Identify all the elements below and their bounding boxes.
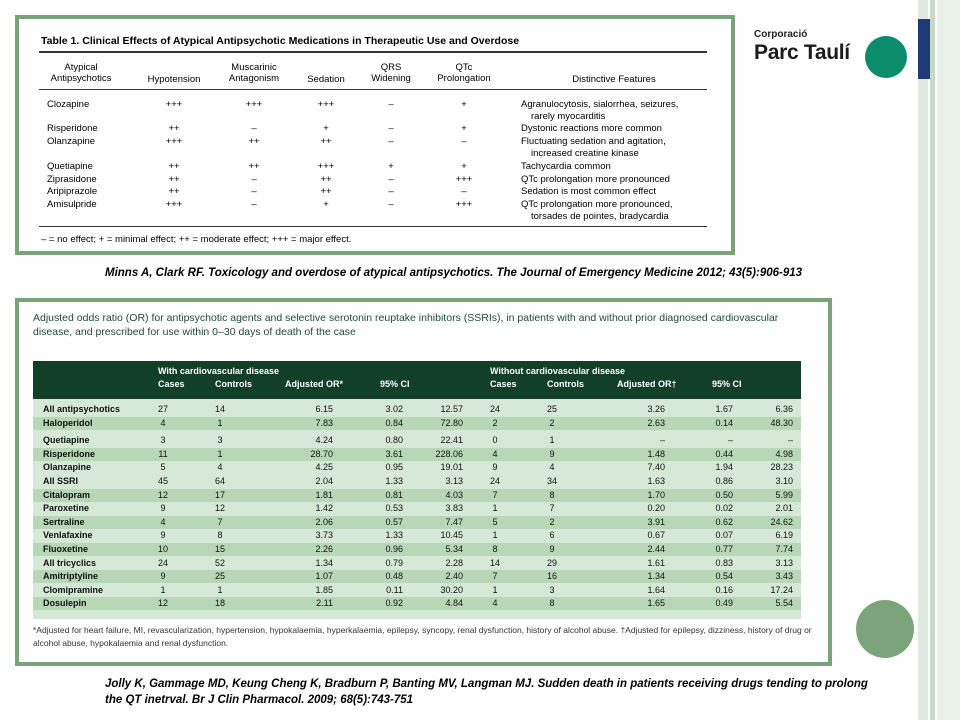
- table2-cell: 0: [492, 435, 498, 446]
- table2-cell: 2.40: [445, 571, 463, 582]
- table1-feature: torsades de pointes, bradycardia: [531, 211, 669, 222]
- table2-cell: 6.19: [775, 530, 793, 541]
- decorative-circle-icon: [856, 600, 914, 658]
- table1-cell: –: [388, 174, 394, 185]
- table1-drug-name: Risperidone: [47, 123, 98, 134]
- table2-cell: 3.43: [775, 571, 793, 582]
- logo: [740, 14, 930, 84]
- logo-name-text: Parc Taulí: [754, 41, 850, 64]
- table1-feature: rarely myocarditis: [531, 111, 606, 122]
- table2-cell: 4: [217, 462, 223, 473]
- table2-cell: 3.83: [445, 503, 463, 514]
- table2-cell: 1.81: [315, 489, 333, 500]
- table2-cell: 12: [157, 598, 168, 609]
- table1-feature: increased creatine kinase: [531, 148, 639, 159]
- table1-drug-name: Clozapine: [47, 99, 90, 110]
- table2-cell: 2.06: [315, 516, 333, 527]
- table1-cell: ++: [248, 136, 260, 147]
- table2-cell: 4.03: [445, 489, 463, 500]
- table2-cell: 5.54: [775, 598, 793, 609]
- table2-cell: 0.20: [647, 503, 665, 514]
- table1-cell: +: [461, 161, 467, 172]
- table2-cell: 24.62: [770, 516, 793, 527]
- table2-cell: 3: [549, 584, 555, 595]
- decorative-stripe: [937, 0, 960, 720]
- table1-header: Muscarinic Antagonism: [228, 62, 280, 84]
- table2-cell: 228.06: [435, 448, 463, 459]
- logo-corp-text: Corporació: [754, 29, 808, 40]
- table-row: [33, 461, 801, 474]
- table2-cell: 1: [492, 530, 498, 541]
- table2-cell: 7.40: [647, 462, 665, 473]
- table2-cell: –: [659, 435, 665, 446]
- table1-cell: –: [251, 123, 257, 134]
- table2-cell: 12: [157, 489, 168, 500]
- table2-drug-name: Dosulepin: [43, 598, 87, 609]
- table2-cell: 1.33: [385, 476, 403, 486]
- table-row: [33, 448, 801, 461]
- table2-cell: 3.61: [385, 448, 403, 459]
- table2-cell: 24: [157, 557, 168, 568]
- table2-cell: 52: [214, 557, 225, 568]
- table2-cell: 64: [214, 476, 225, 486]
- table2-cell: 5: [492, 516, 498, 527]
- table2-cell: 17.24: [770, 584, 793, 595]
- table2-cell: 3.73: [315, 530, 333, 541]
- table2-cell: 2.04: [315, 476, 333, 486]
- table2-drug-name: All antipsychotics: [43, 404, 121, 414]
- table2-cell: 0.49: [715, 598, 733, 609]
- table2-cell: 0.48: [385, 571, 403, 582]
- table2-cell: 10.45: [440, 530, 463, 541]
- table2-cell: 2.28: [445, 557, 463, 568]
- table1-cell: –: [388, 123, 394, 134]
- table2-cell: 1: [549, 435, 555, 446]
- table-row: [33, 557, 801, 570]
- table2-cell: 0.14: [715, 417, 733, 428]
- table1-drug-name: Aripiprazole: [47, 186, 98, 197]
- table1-cell: +: [388, 161, 394, 172]
- table2-cell: 4: [549, 462, 555, 473]
- table1-cell: ++: [320, 174, 332, 185]
- table-row: [33, 529, 801, 542]
- table2-cell: 7.83: [315, 417, 333, 428]
- table2-cell: 2: [549, 417, 555, 428]
- table2-cell: 0.83: [715, 557, 733, 568]
- col-cases: Cases: [158, 379, 185, 389]
- table2-cell: 0.92: [385, 598, 403, 609]
- table2-cell: 14: [214, 404, 225, 414]
- table2-cell: 1.34: [647, 571, 665, 582]
- table2-cell: 4.98: [775, 448, 793, 459]
- table2-cell: 1: [492, 503, 498, 514]
- table1-cell: –: [251, 174, 257, 185]
- table1-header: Sedation: [307, 74, 345, 85]
- table1-cell: –: [388, 99, 394, 110]
- table2-drug-name: Risperidone: [43, 448, 96, 459]
- table2-cell: 8: [549, 598, 555, 609]
- table2-cell: 25: [214, 571, 225, 582]
- table1-rule: [39, 226, 707, 227]
- table2-cell: 45: [157, 476, 168, 486]
- table2-cell: 7.74: [775, 544, 793, 554]
- table2-cell: 10: [157, 544, 168, 554]
- table2-cell: 1.65: [647, 598, 665, 609]
- table1-cell: +++: [455, 199, 473, 210]
- table2-cell: 0.50: [715, 489, 733, 500]
- table1-cell: +++: [165, 199, 183, 210]
- table1-cell: +++: [455, 174, 473, 185]
- table2-cell: 1.64: [647, 584, 665, 595]
- table2-cell: 2: [492, 417, 498, 428]
- table2-cell: 14: [489, 557, 500, 568]
- table2-cell: 1: [492, 584, 498, 595]
- table2-cell: 1.94: [715, 462, 733, 473]
- table2-drug-name: Quetiapine: [43, 435, 90, 446]
- table1-feature: Tachycardia common: [521, 161, 611, 172]
- table1-cell: –: [251, 199, 257, 210]
- group-without-label: Without cardiovascular disease: [490, 366, 625, 376]
- table2-cell: 7: [549, 503, 555, 514]
- table2-cell: 2.63: [647, 417, 665, 428]
- table1-footnote: – = no effect; + = minimal effect; ++ = moderate effect; +++ = major effect.: [41, 234, 352, 245]
- table2-cell: 72.80: [440, 417, 463, 428]
- table2-cell: 1.67: [715, 404, 733, 414]
- table2-cell: 17: [214, 489, 225, 500]
- table1-header: Atypical Antipsychotics: [50, 62, 112, 84]
- table2-cell: 4: [160, 417, 166, 428]
- table2-cell: 25: [546, 404, 557, 414]
- group-with-label: With cardiovascular disease: [158, 366, 279, 376]
- table1-cell: +++: [165, 99, 183, 110]
- table-row: [33, 584, 801, 597]
- table2-title: Adjusted odds ratio (OR) for antipsychotic agents and selective serotonin reuptake inhibitors (SSRIs), in patients with and without prior diagnosed cardiovascular disease, and prescribed for use within 0–30 days of death of the case: [33, 312, 779, 338]
- citation-2: Jolly K, Gammage MD, Keung Cheng K, Bradburn P, Banting MV, Langman MJ. Sudden death in patients receiving drugs tending to prolong the QT inetrval. Br J Clin Pharmacol. 2009; 68(5):743-751: [105, 678, 868, 706]
- table2-cell: 4.84: [445, 598, 463, 609]
- citation-1: Minns A, Clark RF. Toxicology and overdose of atypical antipsychotics. The Journal of Emergency Medicine 2012; 43(5):906-913: [105, 267, 803, 279]
- table2-cell: 6.36: [775, 404, 793, 414]
- table1-header: Hypotension: [147, 74, 201, 85]
- table2-drug-name: Clomipramine: [43, 584, 104, 595]
- table1-cell: –: [251, 186, 257, 197]
- table1-cell: ++: [248, 161, 260, 172]
- table1-cell: ++: [320, 136, 332, 147]
- table2-cell: 3.13: [775, 557, 793, 568]
- table2-cell: 7.47: [445, 516, 463, 527]
- table1-cell: –: [388, 186, 394, 197]
- table1-cell: +: [461, 99, 467, 110]
- table2-cell: 29: [546, 557, 557, 568]
- col-controls: Controls: [547, 379, 584, 389]
- table2-cell: 1.42: [315, 503, 333, 514]
- table1-cell: +++: [317, 161, 335, 172]
- table2-cell: 0.02: [715, 503, 733, 514]
- table-row: [33, 417, 801, 430]
- table1-drug-name: Amisulpride: [47, 199, 97, 210]
- table2-cell: 7: [492, 571, 498, 582]
- table1-cell: +: [323, 199, 329, 210]
- table1-cell: ++: [168, 174, 180, 185]
- table2-cell: 24: [489, 476, 500, 486]
- table2-drug-name: Olanzapine: [43, 462, 92, 473]
- table2-cell: 7: [492, 489, 498, 500]
- table1-drug-name: Olanzapine: [47, 136, 96, 147]
- table2-cell: 0.07: [715, 530, 733, 541]
- table-row: [33, 434, 801, 447]
- table2-header: [33, 361, 801, 399]
- table2-cell: 2: [549, 516, 555, 527]
- table2-cell: 0.57: [385, 516, 403, 527]
- table2-cell: 0.95: [385, 462, 403, 473]
- table2-cell: 0.67: [647, 530, 665, 541]
- table2-cell: 0.16: [715, 584, 733, 595]
- table2-cell: 22.41: [440, 435, 463, 446]
- table-row: [33, 403, 801, 416]
- logo-bar-icon: [918, 19, 930, 79]
- table1-drug-name: Ziprasidone: [47, 174, 97, 185]
- table2-cell: 5.34: [445, 544, 463, 554]
- col-ci-without: 95% CI: [712, 379, 742, 389]
- table2-cell: 1.07: [315, 571, 333, 582]
- table-row: [33, 516, 801, 529]
- table2-cell: 1.85: [315, 584, 333, 595]
- col-controls: Controls: [215, 379, 252, 389]
- table2-cell: 5: [160, 462, 166, 473]
- decorative-stripe: [918, 0, 928, 720]
- table1-cell: –: [388, 136, 394, 147]
- table2-cell: 2.26: [315, 544, 333, 554]
- table2-cell: 4: [492, 448, 498, 459]
- table2-cell: 0.96: [385, 544, 403, 554]
- decorative-stripe: [930, 0, 935, 720]
- table2-cell: 1.63: [647, 476, 665, 486]
- table1-cell: –: [461, 186, 467, 197]
- table2-cell: 1: [217, 584, 223, 595]
- table2-cell: 28.70: [310, 448, 333, 459]
- table1-header: Distinctive Features: [572, 74, 656, 85]
- table2-cell: 3.26: [647, 404, 665, 414]
- table1-cell: ++: [168, 123, 180, 134]
- table2-cell: 4.25: [315, 462, 333, 473]
- table2-cell: 3.10: [775, 476, 793, 486]
- table-row: [33, 502, 801, 515]
- table2-drug-name: All tricyclics: [43, 557, 97, 568]
- table1-feature: QTc prolongation more pronounced,: [521, 199, 673, 210]
- table1-cell: ++: [168, 161, 180, 172]
- table2-cell: 7: [217, 516, 223, 527]
- table1-drug-name: Quetiapine: [47, 161, 93, 172]
- table2-cell: 19.01: [440, 462, 463, 473]
- table2-cell: 9: [160, 571, 166, 582]
- table2-cell: 9: [549, 544, 555, 554]
- table1-feature: Sedation is most common effect: [521, 186, 656, 197]
- table1-title: Table 1. Clinical Effects of Atypical Antipsychotic Medications in Therapeutic Use and Overdose: [41, 35, 520, 47]
- table2-cell: 1.70: [647, 489, 665, 500]
- table2-cell: 0.84: [385, 417, 403, 428]
- table2-cell: –: [787, 435, 793, 446]
- table2-cell: 6.15: [315, 404, 333, 414]
- table1-header: QRS Widening: [371, 62, 411, 84]
- table2-drug-name: Haloperidol: [43, 417, 93, 428]
- table2-cell: 2.01: [775, 503, 793, 514]
- table2-cell: 0.79: [385, 557, 403, 568]
- table2-cell: 1: [160, 584, 166, 595]
- table1-rule: [39, 89, 707, 90]
- table2-cell: 27: [157, 404, 168, 414]
- table2-cell: –: [727, 435, 733, 446]
- table2-cell: 0.81: [385, 489, 403, 500]
- table2-cell: 24: [489, 404, 500, 414]
- table2-cell: 28.23: [770, 462, 793, 473]
- table2-cell: 3.02: [385, 404, 403, 414]
- col-cases: Cases: [490, 379, 517, 389]
- table2-drug-name: Amitriptyline: [43, 571, 99, 582]
- table1-cell: +++: [165, 136, 183, 147]
- table2-drug-name: All SSRI: [43, 476, 79, 486]
- table2-cell: 1.34: [315, 557, 333, 568]
- col-adjusted-or-with: Adjusted OR*: [285, 379, 344, 389]
- table2-cell: 1.48: [647, 448, 665, 459]
- table-row: [33, 570, 801, 583]
- table2-cell: 48.30: [770, 417, 793, 428]
- table2-cell: 0.11: [386, 584, 403, 595]
- table-row: [33, 597, 801, 610]
- table1-cell: +: [323, 123, 329, 134]
- table2-cell: 2.44: [647, 544, 665, 554]
- table2-drug-name: Venlafaxine: [43, 530, 93, 541]
- table2-drug-name: Sertraline: [43, 516, 85, 527]
- table2-cell: 1: [217, 448, 223, 459]
- table1-feature: QTc prolongation more pronounced: [521, 174, 670, 185]
- table1-frame: [15, 15, 735, 255]
- col-adjusted-or-without: Adjusted OR†: [617, 379, 677, 389]
- table1-feature: Agranulocytosis, sialorrhea, seizures,: [521, 99, 679, 110]
- table2-cell: 11: [158, 448, 168, 459]
- table2-cell: 1.61: [647, 557, 665, 568]
- table2-cell: 16: [546, 571, 557, 582]
- table-row: [33, 489, 801, 502]
- table2-cell: 0.86: [715, 476, 733, 486]
- table2-drug-name: Paroxetine: [43, 503, 90, 514]
- table2-cell: 5.99: [775, 489, 793, 500]
- table2-cell: 34: [546, 476, 557, 486]
- table1-feature: Fluctuating sedation and agitation,: [521, 136, 666, 147]
- table2-cell: 9: [549, 448, 555, 459]
- table2-cell: 3: [160, 435, 166, 446]
- table2-cell: 9: [160, 503, 166, 514]
- table2-cell: 30.20: [440, 584, 463, 595]
- table2-cell: 4: [492, 598, 498, 609]
- table2-cell: 1.33: [385, 530, 403, 541]
- table2-cell: 0.44: [715, 448, 733, 459]
- table2-cell: 8: [217, 530, 223, 541]
- table2-drug-name: Fluoxetine: [43, 544, 89, 554]
- table-row: [33, 543, 801, 556]
- table2-cell: 15: [214, 544, 225, 554]
- table2-cell: 0.62: [715, 516, 733, 527]
- table2-cell: 9: [160, 530, 166, 541]
- table2-cell: 12: [214, 503, 225, 514]
- table1-cell: ++: [168, 186, 180, 197]
- table2-footnote: *Adjusted for heart failure, MI, revascularization, hypertension, hypokalaemia, hyperkalaemia, epilepsy, syncopy, renal dysfunction, history of alcohol abuse. †Adjusted for epilepsy, dizziness, history of drug or alcohol abuse, hypokalaemia and renal dysfunction.: [33, 625, 812, 648]
- table2-cell: 0.53: [385, 503, 403, 514]
- table2-drug-name: Citalopram: [43, 489, 91, 500]
- table2-cell: 1: [217, 417, 223, 428]
- table2-cell: 0.54: [715, 571, 733, 582]
- table2-cell: 3.13: [445, 476, 463, 486]
- table2-cell: 8: [492, 544, 498, 554]
- table2-cell: 6: [549, 530, 555, 541]
- table1-cell: –: [388, 199, 394, 210]
- table2-cell: 2.11: [316, 598, 333, 609]
- table1-header: QTc Prolongation: [437, 62, 491, 84]
- table1-cell: +: [461, 123, 467, 134]
- table2-cell: 0.77: [715, 544, 733, 554]
- table2-cell: 12.57: [440, 404, 463, 414]
- logo-circle-icon: [865, 36, 907, 78]
- table2-cell: 18: [214, 598, 225, 609]
- table2-cell: 8: [549, 489, 555, 500]
- table2-cell: 9: [492, 462, 498, 473]
- table1-cell: ++: [320, 186, 332, 197]
- table2-cell: 4.24: [315, 435, 333, 446]
- table2-frame: [15, 298, 832, 666]
- table1-cell: +++: [317, 99, 335, 110]
- table2-cell: 4: [160, 516, 166, 527]
- table-row: [33, 475, 801, 488]
- table2-box: [33, 361, 801, 619]
- table1-feature: Dystonic reactions more common: [521, 123, 662, 134]
- table2-cell: 0.80: [385, 435, 403, 446]
- table1-cell: +++: [245, 99, 263, 110]
- col-ci-with: 95% CI: [380, 379, 410, 389]
- table2-cell: 3: [217, 435, 223, 446]
- table2-cell: 3.91: [647, 516, 665, 527]
- table1-rule: [39, 51, 707, 53]
- table1-cell: –: [461, 136, 467, 147]
